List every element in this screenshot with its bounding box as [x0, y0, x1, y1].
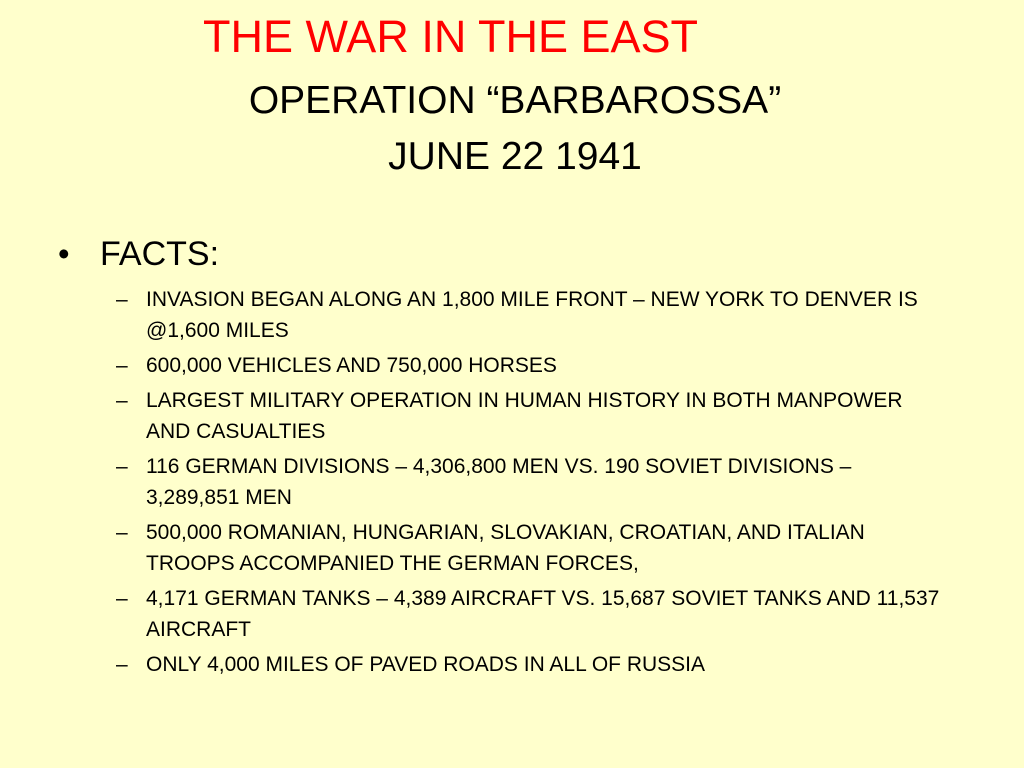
- dash-marker: –: [116, 587, 128, 610]
- slide-content: [58, 228, 958, 684]
- fact-item: [58, 649, 946, 680]
- fact-item: [58, 385, 946, 447]
- fact-text: ONLY 4,000 MILES OF PAVED ROADS IN ALL OF RUSSIA: [146, 653, 706, 676]
- dash-marker: –: [116, 455, 128, 478]
- slide-title: THE WAR IN THE EAST: [203, 11, 699, 62]
- facts-list: [58, 284, 958, 680]
- fact-text: 116 GERMAN DIVISIONS – 4,306,800 MEN VS. 190 SOVIET DIVISIONS – 3,289,851 MEN: [146, 455, 852, 509]
- fact-text: LARGEST MILITARY OPERATION IN HUMAN HISTORY IN BOTH MANPOWER AND CASUALTIES: [146, 389, 903, 443]
- fact-item: [58, 583, 946, 645]
- fact-text: 600,000 VEHICLES AND 750,000 HORSES: [146, 354, 557, 377]
- fact-text: 500,000 ROMANIAN, HUNGARIAN, SLOVAKIAN, CROATIAN, AND ITALIAN TROOPS ACCOMPANIED THE GERMAN FORCES,: [146, 521, 865, 575]
- bullet-facts: [58, 228, 958, 280]
- fact-item: [58, 284, 946, 346]
- bullet-label: FACTS:: [100, 235, 220, 273]
- fact-item: [58, 350, 946, 381]
- fact-item: [58, 517, 946, 579]
- dash-marker: –: [116, 521, 128, 544]
- fact-item: [58, 451, 946, 513]
- fact-text: INVASION BEGAN ALONG AN 1,800 MILE FRONT – NEW YORK TO DENVER IS @1,600 MILES: [146, 288, 918, 342]
- dash-marker: –: [116, 389, 128, 412]
- dash-marker: –: [116, 354, 128, 377]
- fact-text: 4,171 GERMAN TANKS – 4,389 AIRCRAFT VS. 15,687 SOVIET TANKS AND 11,537 AIRCRAFT: [146, 587, 940, 641]
- slide-subtitle-operation: OPERATION “BARBAROSSA”: [248, 79, 782, 122]
- bullet-marker: •: [58, 235, 70, 272]
- slide-subtitle-date: JUNE 22 1941: [388, 135, 642, 178]
- dash-marker: –: [116, 288, 128, 311]
- dash-marker: –: [116, 653, 128, 676]
